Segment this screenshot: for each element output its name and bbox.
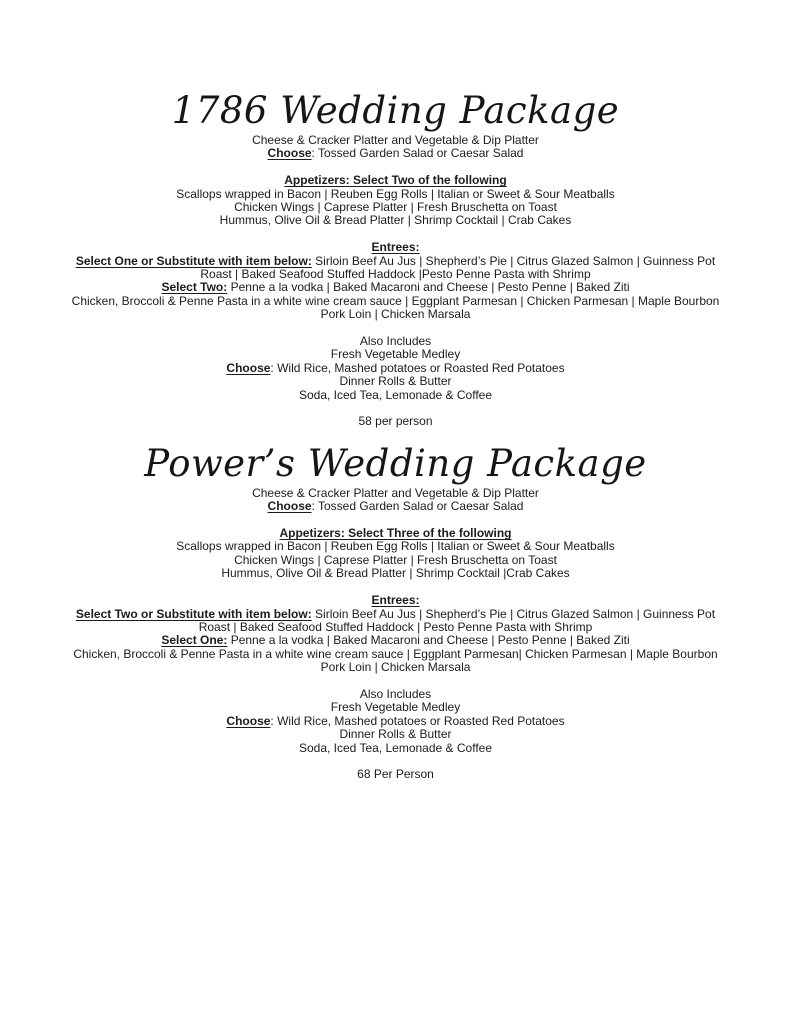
appetizer-line: Hummus, Olive Oil & Bread Platter | Shrimp Cocktail | Crab Cakes (219, 213, 572, 228)
package-section-1786 (0, 88, 791, 429)
entree-select-line (0, 608, 791, 621)
entree-options-wrap-line: Roast | Baked Seafood Stuffed Haddock | Pesto Penne Pasta with Shrimp (198, 619, 593, 634)
package-title: 1786 Wedding Package (171, 89, 620, 132)
also-includes-heading: Also Includes (359, 686, 432, 701)
pasta-options-text: Penne a la vodka | Baked Macaroni and Cheese | Pesto Penne | Baked Ziti (227, 633, 630, 648)
included-platters-line: Cheese & Cracker Platter and Vegetable & Dip Platter (252, 133, 539, 147)
entree-options-wrap-line: Roast | Baked Seafood Stuffed Haddock |Pesto Penne Pasta with Shrimp (200, 267, 591, 282)
sides-choice-line (0, 362, 791, 375)
also-includes-heading: Also Includes (359, 334, 432, 349)
sides-options-text: : Wild Rice, Mashed potatoes or Roasted Red Potatoes (270, 360, 565, 375)
pasta-options-wrap-line: Chicken, Broccoli & Penne Pasta in a white wine cream sauce | Eggplant Parmesan| Chicken Parmesan | Maple Bourbon (73, 646, 718, 661)
sides-options-text: : Wild Rice, Mashed potatoes or Roasted Red Potatoes (270, 713, 565, 728)
appetizer-line: Chicken Wings | Caprese Platter | Fresh Bruschetta on Toast (234, 552, 557, 567)
choose-label: Choose (226, 360, 271, 375)
entree-select-line (0, 255, 791, 268)
also-includes-line: Fresh Vegetable Medley (330, 347, 461, 362)
pasta-options-wrap-line: Pork Loin | Chicken Marsala (320, 660, 471, 675)
salad-options-text: : Tossed Garden Salad or Caesar Salad (311, 146, 524, 161)
salad-choice-line (0, 500, 791, 513)
choose-label: Choose (226, 713, 271, 728)
entree-options-text: Sirloin Beef Au Jus | Shepherd’s Pie | Citrus Glazed Salmon | Guinness Pot (311, 253, 716, 268)
also-includes-line: Soda, Iced Tea, Lemonade & Coffee (298, 740, 493, 755)
appetizers-heading: Appetizers: Select Three of the following (279, 526, 512, 541)
sides-choice-line (0, 715, 791, 728)
also-includes-line: Soda, Iced Tea, Lemonade & Coffee (298, 387, 493, 402)
included-platters-line: Cheese & Cracker Platter and Vegetable & Dip Platter (252, 485, 539, 500)
appetizers-heading: Appetizers: Select Two of the following (284, 173, 507, 188)
pasta-select-line (0, 634, 791, 647)
also-includes-line: Dinner Rolls & Butter (339, 374, 452, 389)
pasta-select-line (0, 281, 791, 294)
choose-label: Choose (267, 499, 312, 514)
appetizer-line: Scallops wrapped in Bacon | Reuben Egg Rolls | Italian or Sweet & Sour Meatballs (176, 539, 615, 554)
appetizer-line: Chicken Wings | Caprese Platter | Fresh Bruschetta on Toast (234, 200, 557, 215)
entrees-heading: Entrees: (371, 593, 420, 608)
also-includes-line: Dinner Rolls & Butter (339, 727, 452, 742)
package-title: Power’s Wedding Package (144, 441, 647, 485)
price-line: 58 per person (358, 414, 433, 429)
pasta-options-wrap-line: Pork Loin | Chicken Marsala (320, 307, 471, 322)
package-section-powers (0, 441, 791, 782)
select-main-label: Select Two or Substitute with item below: (75, 606, 312, 621)
entrees-heading: Entrees: (371, 240, 420, 255)
price-line: 68 Per Person (357, 767, 434, 782)
select-pasta-label: Select Two: (161, 280, 228, 295)
pasta-options-wrap-line: Chicken, Broccoli & Penne Pasta in a white wine cream sauce | Eggplant Parmesan | Chicken Parmesan | Maple Bourbon (71, 293, 720, 308)
salad-options-text: : Tossed Garden Salad or Caesar Salad (311, 499, 524, 514)
pasta-options-text: Penne a la vodka | Baked Macaroni and Cheese | Pesto Penne | Baked Ziti (227, 280, 630, 295)
select-pasta-label: Select One: (161, 633, 228, 648)
choose-label: Choose (267, 146, 312, 161)
appetizer-line: Scallops wrapped in Bacon | Reuben Egg Rolls | Italian or Sweet & Sour Meatballs (176, 186, 615, 201)
also-includes-line: Fresh Vegetable Medley (330, 700, 461, 715)
appetizer-line: Hummus, Olive Oil & Bread Platter | Shrimp Cocktail |Crab Cakes (221, 566, 570, 581)
select-main-label: Select One or Substitute with item below: (75, 253, 312, 268)
salad-choice-line (0, 147, 791, 160)
entree-options-text: Sirloin Beef Au Jus | Shepherd’s Pie | Citrus Glazed Salmon | Guinness Pot (311, 606, 716, 621)
